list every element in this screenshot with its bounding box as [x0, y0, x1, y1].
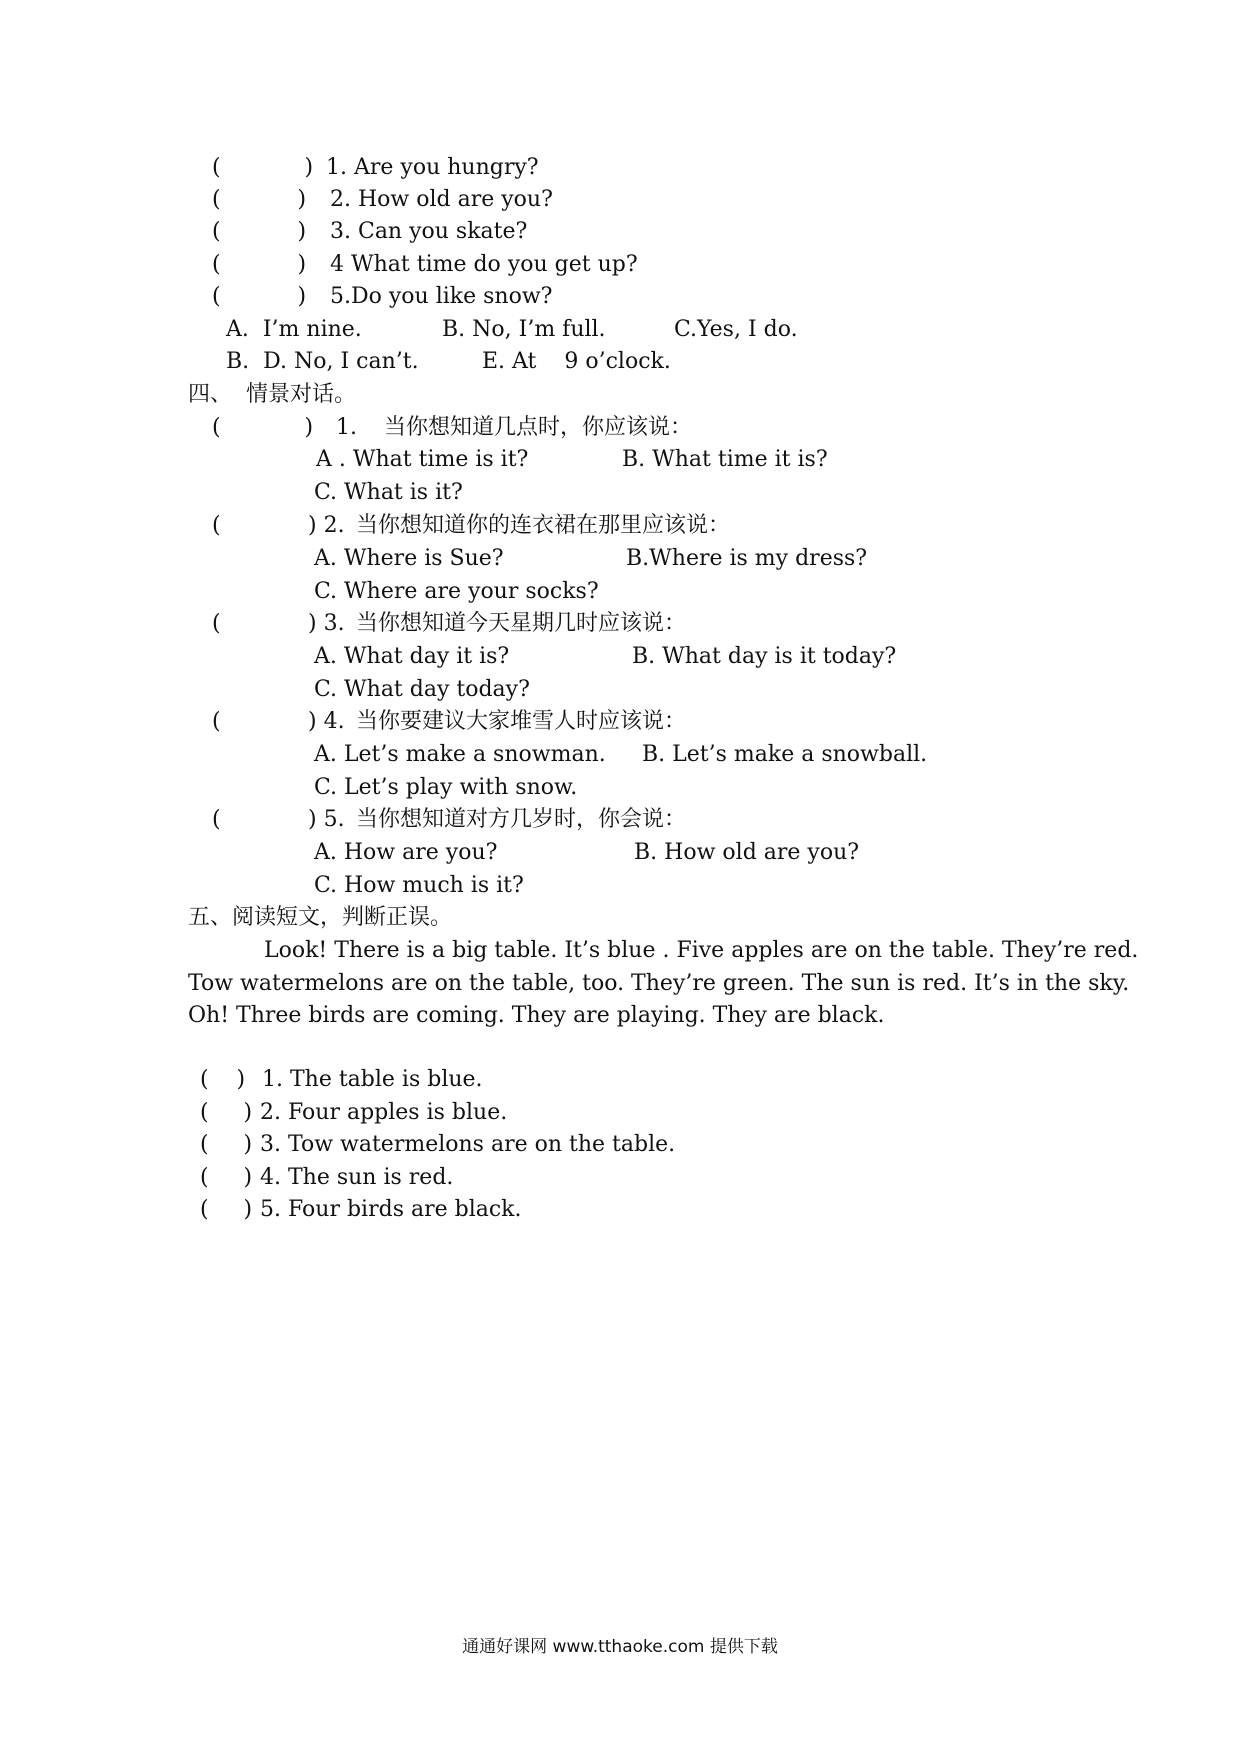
answer-paren[interactable]: ( ) — [200, 1197, 253, 1222]
choice-c: C. What day today? — [314, 677, 530, 702]
answer-paren[interactable]: ( ) — [212, 187, 307, 212]
choice-b: B. How old are you? — [634, 840, 860, 865]
question-number: ) 4. — [308, 709, 345, 734]
answer-paren[interactable]: ( — [212, 513, 221, 538]
question-text: 2. How old are you? — [330, 187, 553, 212]
question-prompt: 当你想知道几点时，你应该说： — [384, 415, 693, 440]
choice-a: A . What time is it? — [316, 447, 529, 472]
choice-b: B. What day is it today? — [632, 644, 897, 669]
answer-paren[interactable]: ( ) — [212, 284, 307, 309]
answer-paren[interactable]: ( ) — [212, 252, 307, 277]
choice-b: B. Let’s make a snowball. — [642, 742, 928, 767]
option-b: B. No, I’m full. — [442, 317, 606, 342]
choice-a: A. Let’s make a snowman. — [314, 742, 606, 767]
question-number: 1. — [336, 415, 357, 440]
option-a: A. I’m nine. — [226, 317, 362, 342]
passage-line: Tow watermelons are on the table, too. They’re green. The sun is red. It’s in the sky. — [188, 971, 1130, 996]
page-footer: 通通好课网 www.tthaoke.com 提供下载 — [462, 1637, 778, 1657]
question-number: ) 2. — [308, 513, 345, 538]
question-number: ) 3. — [308, 611, 345, 636]
option-c: C.Yes, I do. — [674, 317, 798, 342]
answer-paren[interactable]: ( ) — [200, 1067, 246, 1092]
question-prompt: 当你想知道今天星期几时应该说： — [356, 611, 687, 636]
choice-a: A. How are you? — [314, 840, 498, 865]
statement-text: 4. The sun is red. — [260, 1165, 454, 1190]
question-prompt: 当你想知道你的连衣裙在那里应该说： — [356, 513, 731, 538]
question-text: 5.Do you like snow? — [330, 284, 553, 309]
choice-c: C. Where are your socks? — [314, 579, 599, 604]
question-prompt: 当你要建议大家堆雪人时应该说： — [356, 709, 687, 734]
choice-c: C. What is it? — [314, 480, 463, 505]
question-prompt: 当你想知道对方几岁时，你会说： — [356, 807, 687, 832]
answer-paren[interactable]: ( ) — [200, 1100, 253, 1125]
choice-a: A. What day it is? — [314, 644, 510, 669]
option-e: E. At 9 o’clock. — [482, 349, 671, 374]
answer-paren[interactable]: ( — [212, 709, 221, 734]
answer-paren[interactable]: ( ) — [212, 219, 307, 244]
answer-paren[interactable]: ( — [212, 807, 221, 832]
choice-c: C. Let’s play with snow. — [314, 775, 578, 800]
passage-line: Look! There is a big table. It’s blue . Five apples are on the table. They’re red. — [264, 938, 1139, 963]
answer-paren[interactable]: ( ) — [212, 155, 314, 180]
section-heading: 五、阅读短文，判断正误。 — [188, 905, 453, 930]
answer-paren[interactable]: ( ) — [200, 1132, 253, 1157]
statement-text: 2. Four apples is blue. — [260, 1100, 508, 1125]
answer-paren[interactable]: ( ) — [200, 1165, 253, 1190]
section-heading: 四、 情景对话。 — [188, 382, 356, 407]
answer-paren[interactable]: ( — [212, 611, 221, 636]
statement-text: 3. Tow watermelons are on the table. — [260, 1132, 676, 1157]
statement-text: 1. The table is blue. — [262, 1067, 483, 1092]
passage-line: Oh! Three birds are coming. They are playing. They are black. — [188, 1003, 885, 1028]
choice-a: A. Where is Sue? — [314, 546, 504, 571]
choice-b: B. What time it is? — [622, 447, 828, 472]
option-d: B. D. No, I can’t. — [226, 349, 419, 374]
question-text: 1. Are you hungry? — [326, 155, 539, 180]
answer-paren[interactable]: ( ) — [212, 415, 314, 440]
question-number: ) 5. — [308, 807, 345, 832]
question-text: 4 What time do you get up? — [330, 252, 638, 277]
question-text: 3. Can you skate? — [330, 219, 528, 244]
choice-b: B.Where is my dress? — [626, 546, 868, 571]
choice-c: C. How much is it? — [314, 873, 524, 898]
statement-text: 5. Four birds are black. — [260, 1197, 522, 1222]
